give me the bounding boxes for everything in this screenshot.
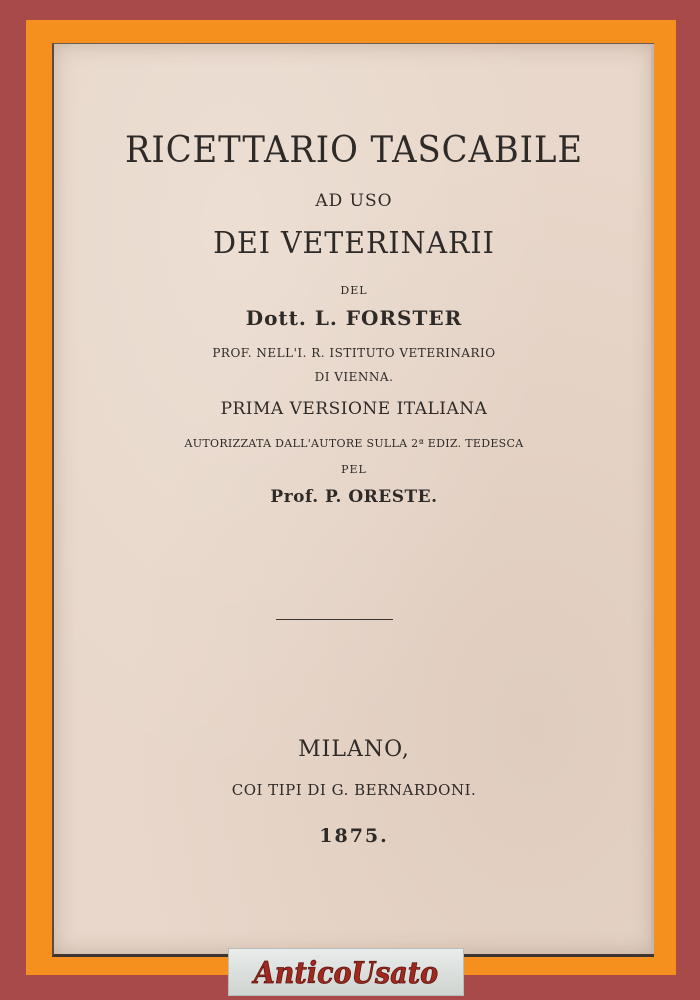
logo-graphic [229, 949, 463, 995]
divider-rule [276, 619, 393, 620]
logo-text: AnticoUsato [253, 954, 439, 991]
book-subtitle: DEI VETERINARII [213, 226, 495, 261]
book-title: RICETTARIO TASCABILE [124, 130, 584, 171]
book-title-page [52, 43, 654, 957]
authorization-line: AUTORIZZATA DALL'AUTORE SULLA 2ª EDIZ. TEDESCA [184, 437, 524, 450]
ad-uso-line: AD USO [315, 191, 393, 211]
publication-year: 1875. [319, 825, 389, 847]
author-city: DI VIENNA. [314, 370, 394, 384]
publication-city: MILANO, [298, 737, 410, 762]
printer-line: COI TIPI DI G. BERNARDONI. [231, 781, 477, 799]
anticousato-logo [228, 948, 464, 996]
del-line: DEL [340, 284, 368, 297]
author-position: PROF. NELL'I. R. ISTITUTO VETERINARIO [212, 346, 496, 360]
translator-name: Prof. P. ORESTE. [270, 487, 438, 507]
edition-line: PRIMA VERSIONE ITALIANA [220, 399, 488, 419]
pel-line: PEL [341, 463, 367, 476]
author-name: Dott. L. FORSTER [245, 306, 463, 330]
